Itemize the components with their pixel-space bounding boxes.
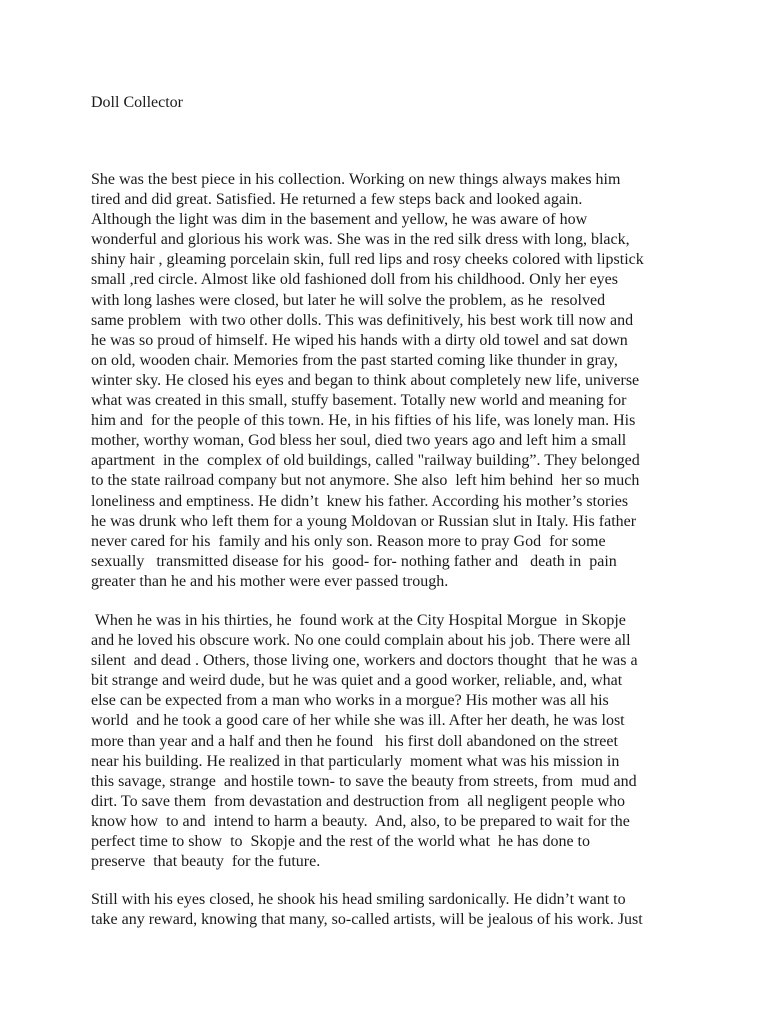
text-line: take any reward, knowing that many, so-called artists, will be jealous of his work. Just xyxy=(91,911,643,929)
text-line: greater than he and his mother were ever passed trough. xyxy=(91,572,449,590)
text-line: same problem with two other dolls. This was definitively, his best work till now and xyxy=(91,311,634,329)
text-line: loneliness and emptiness. He didn’t knew his father. According his mother’s stories xyxy=(91,492,629,510)
text-line: him and for the people of this town. He, in his fifties of his life, was lonely man. His xyxy=(91,412,636,430)
text-line: When he was in his thirties, he found work at the City Hospital Morgue in Skopje xyxy=(91,612,626,629)
text-line: near his building. He realized in that particularly moment what was his mission in xyxy=(91,752,620,770)
text-line: shiny hair , gleaming porcelain skin, full red lips and rosy cheeks colored with lipstick xyxy=(91,251,644,269)
text-line: on old, wooden chair. Memories from the past started coming like thunder in gray, xyxy=(91,351,618,369)
text-line: preserve that beauty for the future. xyxy=(91,853,321,871)
text-line: sexually transmitted disease for his good- for- nothing father and death in pain xyxy=(91,552,617,570)
text-line: small ,red circle. Almost like old fashioned doll from his childhood. Only her eyes xyxy=(91,271,619,289)
paragraph-3 xyxy=(91,890,691,930)
text-line: Although the light was dim in the basement and yellow, he was aware of how xyxy=(91,211,588,229)
text-line: bit strange and weird dude, but he was quiet and a good worker, reliable, and, what xyxy=(91,672,623,690)
paragraph-1 xyxy=(91,170,691,592)
document-title: Doll Collector xyxy=(91,94,183,111)
text-line: to the state railroad company but not anymore. She also left him behind her so much xyxy=(91,472,640,490)
text-line: perfect time to show to Skopje and the rest of the world what he has done to xyxy=(91,833,590,851)
text-line: else can be expected from a man who works in a morgue? His mother was all his xyxy=(91,692,609,710)
text-line: tired and did great. Satisfied. He returned a few steps back and looked again. xyxy=(91,191,583,209)
text-line: world and he took a good care of her while she was ill. After her death, he was lost xyxy=(91,712,625,730)
text-line: mother, worthy woman, God bless her soul, died two years ago and left him a small xyxy=(91,432,627,450)
paragraph-2 xyxy=(91,611,691,872)
text-line: what was created in this small, stuffy basement. Totally new world and meaning for xyxy=(91,392,627,410)
text-line: with long lashes were closed, but later he will solve the problem, as he resolved xyxy=(91,291,606,309)
text-line: more than year and a half and then he found his first doll abandoned on the street xyxy=(91,732,618,750)
text-line: and he loved his obscure work. No one could complain about his job. There were all xyxy=(91,632,631,650)
text-line: Still with his eyes closed, he shook his head smiling sardonically. He didn’t want to xyxy=(91,891,626,908)
text-line: apartment in the complex of old buildings, called "railway building”. They belonged xyxy=(91,452,640,470)
text-line: She was the best piece in his collection. Working on new things always makes him xyxy=(91,171,621,188)
text-line: silent and dead . Others, those living one, workers and doctors thought that he was a xyxy=(91,652,638,670)
text-line: he was drunk who left them for a young Moldovan or Russian slut in Italy. His father xyxy=(91,512,637,530)
text-line: dirt. To save them from devastation and destruction from all negligent people who xyxy=(91,792,626,810)
text-line: this savage, strange and hostile town- to save the beauty from streets, from mud and xyxy=(91,772,637,790)
text-line: never cared for his family and his only son. Reason more to pray God for some xyxy=(91,532,606,550)
text-line: he was so proud of himself. He wiped his hands with a dirty old towel and sat down xyxy=(91,331,628,349)
text-line: know how to and intend to harm a beauty. And, also, to be prepared to wait for the xyxy=(91,812,630,830)
text-line: winter sky. He closed his eyes and began to think about completely new life, universe xyxy=(91,371,640,389)
text-line: wonderful and glorious his work was. She was in the red silk dress with long, black, xyxy=(91,231,630,249)
